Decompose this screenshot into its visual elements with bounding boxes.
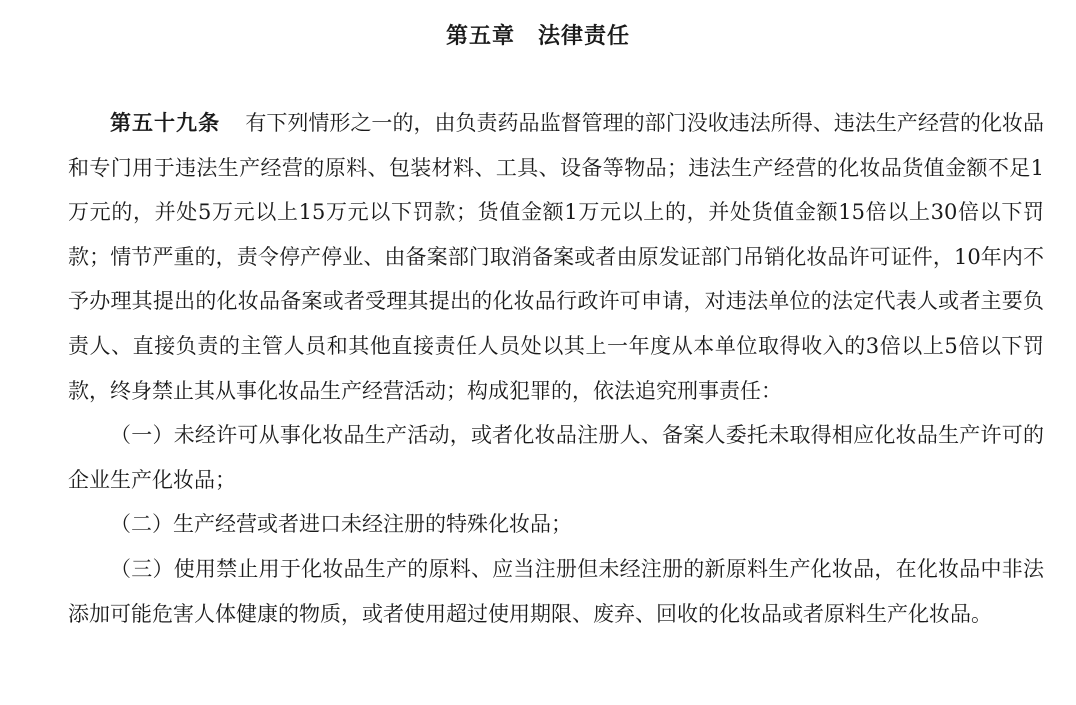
- article-item-3: （三）使用禁止用于化妆品生产的原料、应当注册但未经注册的新原料生产化妆品，在化妆品中非法添加可能危害人体健康的物质，或者使用超过使用期限、废弃、回收的化妆品或者原料生产化妆品。: [68, 556, 1044, 626]
- article-paragraph: [68, 101, 1044, 413]
- article-intro: 有下列情形之一的，由负责药品监督管理的部门没收违法所得、违法生产经营的化妆品和专门用于违法生产经营的原料、包装材料、工具、设备等物品；违法生产经营的化妆品货值金额不足1万元的，并处5万元以上15万元以下罚款；货值金额1万元以上的，并处货值金额15倍以上30倍以下罚款；情节严重的，责令停产停业、由备案部门取消备案或者由原发证部门吊销化妆品许可证件，10年内不予办理其提出的化妆品备案或者受理其提出的化妆品行政许可申请，对违法单位的法定代表人或者主要负责人、直接负责的主管人员和其他直接责任人员处以其上一年度从本单位取得收入的3倍以上5倍以下罚款，终身禁止其从事化妆品生产经营活动；构成犯罪的，依法追究刑事责任：: [68, 111, 1045, 403]
- chapter-title: 第五章 法律责任: [445, 23, 630, 49]
- article-number: 第五十九条: [110, 110, 221, 135]
- article-item-1: （一）未经许可从事化妆品生产活动，或者化妆品注册人、备案人委托未取得相应化妆品生产许可的企业生产化妆品；: [68, 423, 1044, 492]
- article-item-2: （二）生产经营或者进口未经注册的特殊化妆品；: [110, 512, 572, 537]
- article-body: [68, 101, 1044, 636]
